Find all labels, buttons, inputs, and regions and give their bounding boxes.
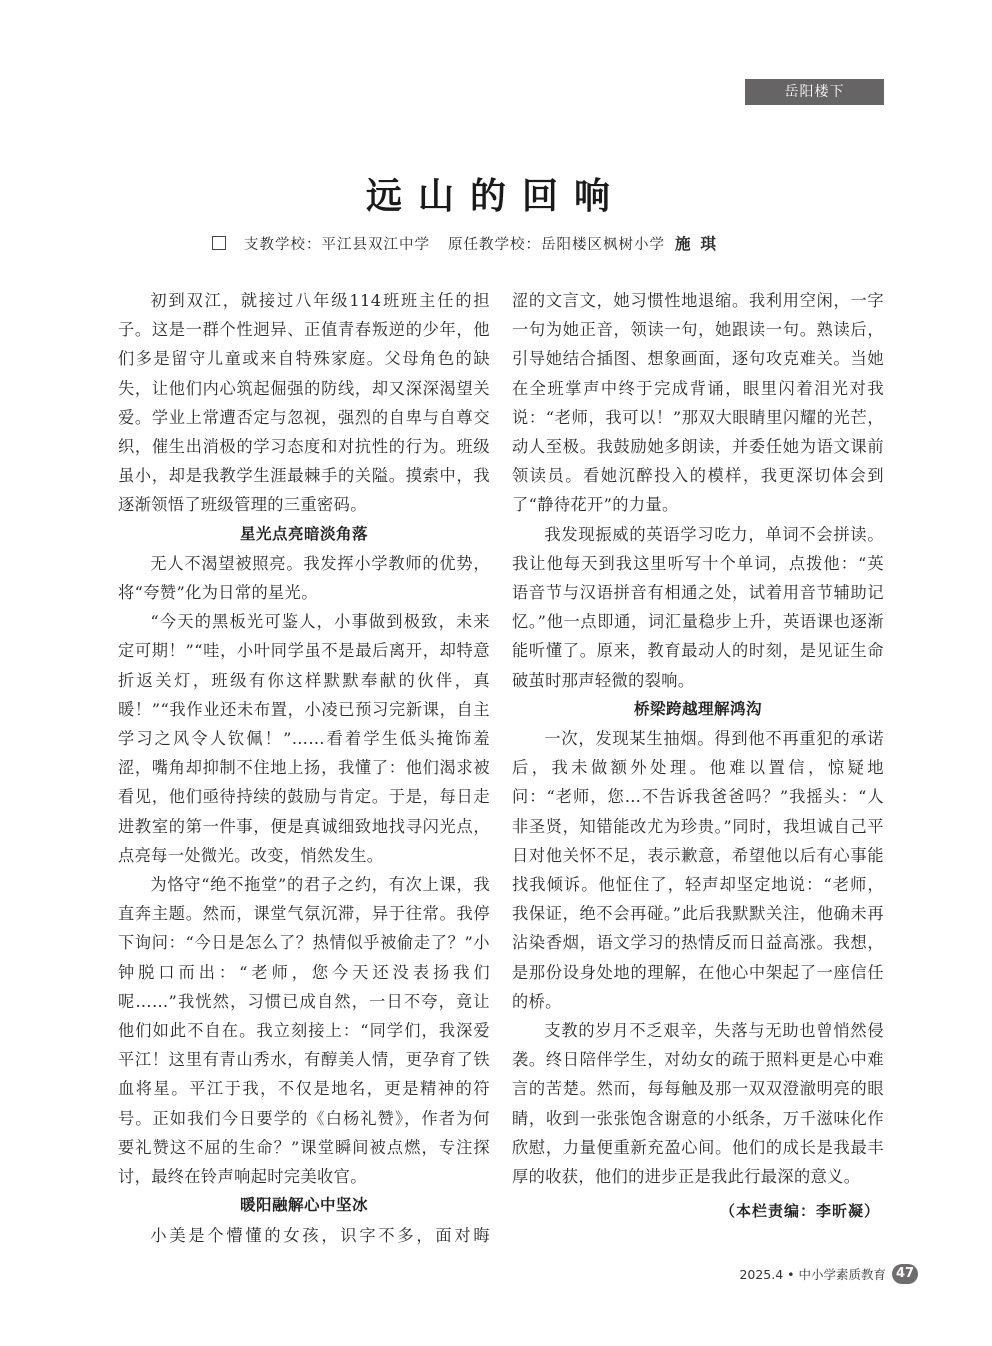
subheading: 桥梁跨越理解鸿沟	[633, 699, 762, 718]
left-column	[118, 286, 490, 1250]
support-school: 支教学校：平江县双江中学	[244, 237, 430, 253]
subheading: 暖阳融解心中坚冰	[239, 1196, 368, 1215]
paragraph: 支教的岁月不乏艰辛，失落与无助也曾悄然侵袭。终日陪伴学生，对幼女的疏于照料更是心中难言的苦楚。然而，每每触及那一双双澄澈明亮的眼睛，收到一张张饱含谢意的小纸条，万千滋味化作欣慰，力量便重新充盈心间。他们的成长是我最丰厚的收获，他们的进步正是我此行最深的意义。	[512, 1021, 884, 1187]
article-title: 远山的回响	[365, 175, 626, 217]
author-name: 施琪	[675, 234, 727, 253]
paragraph: 初到双江，就接过八年级114班班主任的担子。这是一群个性迥异、正值青春叛逆的少年，他们多是留守儿童或来自特殊家庭。父母角色的缺失，让他们内心筑起倔强的防线，却又深深渴望关爱。学业上常遭否定与忽视，强烈的自卑与自尊交织，催生出消极的学习态度和对抗性的行为。班级虽小，却是我教学生涯最棘手的关隘。摸索中，我逐渐领悟了班级管理的三重密码。	[118, 291, 490, 515]
paragraph: “今天的黑板光可鉴人，小事做到极致，未来定可期！”“哇，小叶同学虽不是最后离开，却特意折返关灯，班级有你这样默默奉献的伙伴，真暖！”“我作业还未布置，小凌已预习完新课，自主学习之风令人钦佩！”……看着学生低头掩饰羞涩，嘴角却抑制不住地上扬，我懂了：他们渴求被看见，他们亟待持续的鼓励与肯定。于是，每日走进教室的第一件事，便是真诚细致地找寻闪光点，点亮每一处微光。改变，悄然发生。	[118, 612, 490, 865]
paragraph: 一次，发现某生抽烟。得到他不再重犯的承诺后，我未做额外处理。他难以置信，惊疑地问：“老师，您…不告诉我爸爸吗？”我摇头：“人非圣贤，知错能改尤为珍贵。”同时，我坦诚自己平日对他关怀不足，表示歉意，希望他以后有心事能找我倾诉。他怔住了，轻声却坚定地说：“老师，我保证，绝不会再碰。”此后我默默关注，他确未再沾染香烟，语文学习的热情反而日益高涨。我想，是那份设身处地的理解，在他心中架起了一座信任的桥。	[512, 729, 884, 1011]
byline	[212, 233, 832, 256]
subheading: 星光点亮暗淡角落	[239, 524, 368, 543]
paragraph: 无人不渴望被照亮。我发挥小学教师的优势，将“夸赞”化为日常的星光。	[118, 553, 490, 603]
editor-note: （本栏责编：李昕凝）	[719, 1202, 880, 1221]
paragraph: 我发现振威的英语学习吃力，单词不会拼读。我让他每天到我这里听写十个单词，点拨他：“英语音节与汉语拼音有相通之处，试着用音节辅助记忆。”他一点即通，词汇量稳步上升，英语课也逐渐能听懂了。原来，教育最动人的时刻，是见证生命破茧时那声轻微的裂响。	[512, 524, 884, 690]
paragraph: 为恪守“绝不拖堂”的君子之约，有次上课，我直奔主题。然而，课堂气氛沉滞，异于往常。我停下询问：“今日是怎么了？热情似乎被偷走了？”小钟脱口而出：“老师，您今天还没表扬我们呢……”我恍然，习惯已成自然，一日不夸，竟让他们如此不自在。我立刻接上：“同学们，我深爱平江！这里有青山秀水，有醇美人情，更孕育了铁血将星。平江于我，不仅是地名，更是精神的符号。正如我们今日要学的《白杨礼赞》，作者为何要礼赞这不屈的生命？”课堂瞬间被点燃，专注探讨，最终在铃声响起时完美收官。	[118, 875, 490, 1187]
page-footer	[739, 1264, 918, 1284]
section-tag: 岳阳楼下	[745, 79, 884, 105]
paragraph-continued: 涩的文言文，她习惯性地退缩。我利用空闲，一字一句为她正音，领读一句，她跟读一句。熟读后，引导她结合插图、想象画面，逐句攻克难关。当她在全班掌声中终于完成背诵，眼里闪着泪光对我说：“老师，我可以！”那双大眼睛里闪耀的光芒，动人至极。我鼓励她多朗读，并委任她为语文课前领读员。看她沉醉投入的模样，我更深切体会到了“静待花开”的力量。	[512, 291, 884, 515]
page-number: 47	[892, 1264, 918, 1284]
paragraph: 小美是个懵懂的女孩，识字不多，面对晦	[150, 1225, 490, 1245]
square-icon	[212, 236, 226, 250]
right-column	[512, 286, 884, 1231]
issue-label: 2025.4 • 中小学素质教育	[739, 1267, 886, 1282]
original-school: 原任教学校：岳阳楼区枫树小学	[448, 237, 665, 253]
